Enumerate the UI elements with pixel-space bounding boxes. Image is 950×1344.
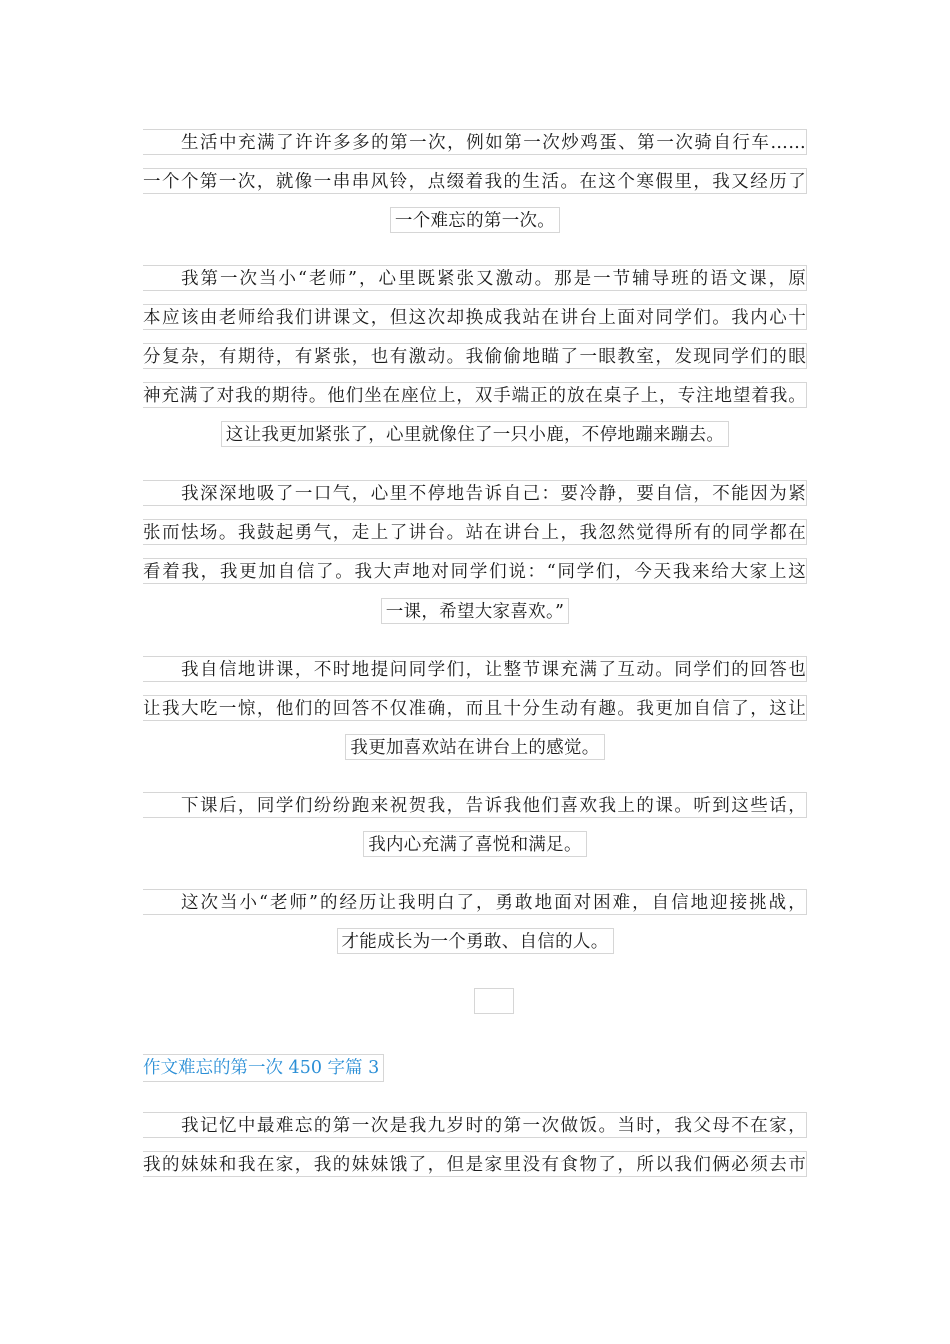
paragraph-3-line-2: 张而怯场。我鼓起勇气，走上了讲台。站在讲台上，我忽然觉得所有的同学都在 bbox=[143, 519, 807, 545]
paragraph-1-line-3: 一个难忘的第一次。 bbox=[390, 207, 560, 233]
paragraph-2-line-4: 神充满了对我的期待。他们坐在座位上，双手端正的放在桌子上，专注地望着我。 bbox=[143, 382, 807, 408]
paragraph-1-line-1: 生活中充满了许许多多的第一次，例如第一次炒鸡蛋、第一次骑自行车…… bbox=[143, 129, 807, 155]
paragraph-6-line-1: 这次当小“老师”的经历让我明白了，勇敢地面对困难，自信地迎接挑战， bbox=[143, 889, 807, 915]
paragraph-2-line-5: 这让我更加紧张了，心里就像住了一只小鹿，不停地蹦来蹦去。 bbox=[221, 421, 729, 447]
paragraph-4-line-2: 让我大吃一惊，他们的回答不仅准确，而且十分生动有趣。我更加自信了，这让 bbox=[143, 695, 807, 721]
paragraph-3-line-4: 一课，希望大家喜欢。” bbox=[381, 598, 570, 624]
paragraph-2-line-3: 分复杂，有期待，有紧张，也有激动。我偷偷地瞄了一眼教室，发现同学们的眼 bbox=[143, 343, 807, 369]
paragraph-5-line-2: 我内心充满了喜悦和满足。 bbox=[363, 831, 587, 857]
paragraph-5-line-1: 下课后，同学们纷纷跑来祝贺我，告诉我他们喜欢我上的课。听到这些话， bbox=[143, 792, 807, 818]
paragraph-3-line-3: 看着我，我更加自信了。我大声地对同学们说：“同学们，今天我来给大家上这 bbox=[143, 558, 807, 584]
paragraph-4-line-3: 我更加喜欢站在讲台上的感觉。 bbox=[345, 734, 604, 760]
paragraph-2-line-2: 本应该由老师给我们讲课文，但这次却换成我站在讲台上面对同学们。我内心十 bbox=[143, 304, 807, 330]
section3-line-2: 我的妹妹和我在家，我的妹妹饿了，但是家里没有食物了，所以我们俩必须去市 bbox=[143, 1151, 807, 1177]
empty-line-box bbox=[474, 988, 514, 1014]
paragraph-4-line-1: 我自信地讲课，不时地提问同学们，让整节课充满了互动。同学们的回答也 bbox=[143, 656, 807, 682]
paragraph-6-line-2: 才能成长为一个勇敢、自信的人。 bbox=[337, 928, 614, 954]
paragraph-2-line-1: 我第一次当小“老师”，心里既紧张又激动。那是一节辅导班的语文课，原 bbox=[143, 265, 807, 291]
section3-line-1: 我记忆中最难忘的第一次是我九岁时的第一次做饭。当时，我父母不在家， bbox=[143, 1112, 807, 1138]
paragraph-1-line-2: 一个个第一次，就像一串串风铃，点缀着我的生活。在这个寒假里，我又经历了 bbox=[143, 168, 807, 194]
paragraph-3-line-1: 我深深地吸了一口气，心里不停地告诉自己：要冷静，要自信，不能因为紧 bbox=[143, 480, 807, 506]
section-heading: 作文难忘的第一次 450 字篇 3 bbox=[143, 1054, 384, 1082]
